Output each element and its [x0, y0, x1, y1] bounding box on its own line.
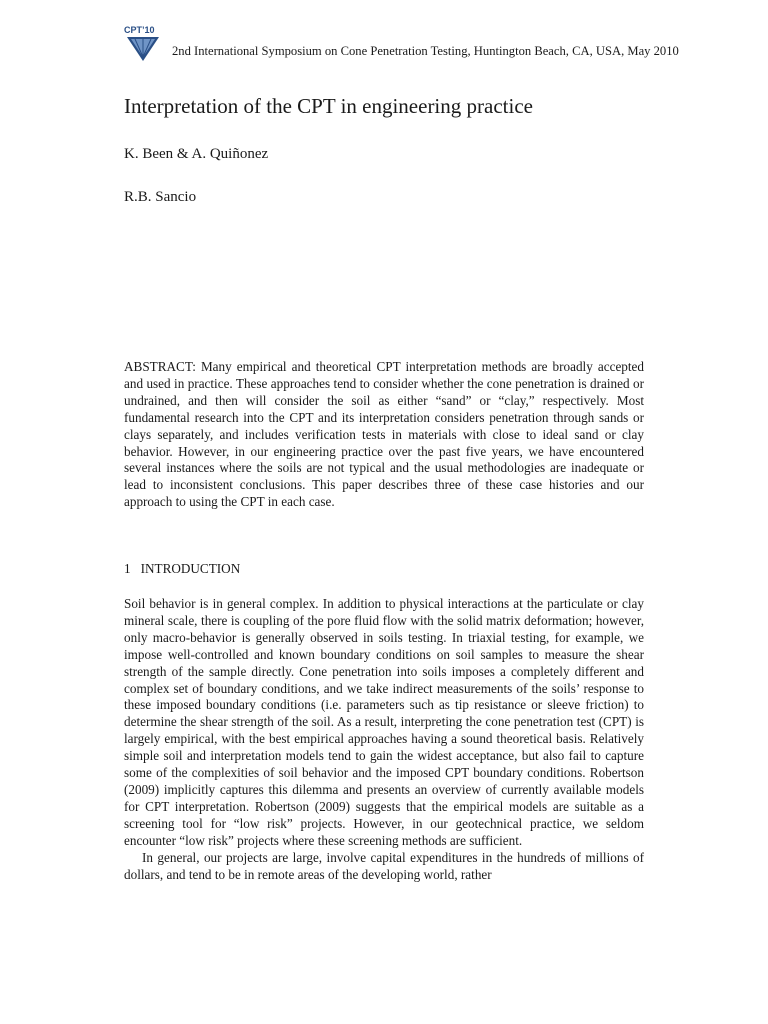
intro-paragraph-1: Soil behavior is in general complex. In addition to physical interactions at the particulate or clay mineral scale, there is coupling of the pore fluid flow with the solid matrix deformation; however, only macro-behavior is generally observed in soils testing. In triaxial testing, for example, we impose well-controlled and known boundary conditions on soil samples to measure the shear strength of the sample directly. Cone penetration into soils imposes a completely different and complex set of boundary conditions, and we take indirect measurements of the soils’ response to these imposed boundary conditions (i.e. parameters such as tip resistance or sleeve friction) to determine the shear strength of the soil. As a result, interpreting the cone penetration test (CPT) is largely empirical, with the best empirical approaches having a sound theoretical basis. Relatively simple soil and interpretation models tend to gain the widest acceptance, but also fail to capture some of the complexities of soil behavior and the imposed CPT boundary conditions. Robertson (2009) implicitly captures this dilemma and presents an overview of currently available models for CPT interpretation. Robertson (2009) suggests that the empirical models are suitable as a screening tool for “low risk” projects. However, in our geotechnical practice, we seldom encounter “low risk” projects where these screening methods are sufficient. — [124, 596, 644, 848]
intro-paragraph-2: In general, our projects are large, involve capital expenditures in the hundreds of millions of dollars, and tend to be in remote areas of the developing world, rather — [124, 849, 644, 882]
section-title: INTRODUCTION — [140, 561, 241, 576]
paper-title: Interpretation of the CPT in engineering practice — [124, 94, 533, 118]
authors-line-2: R.B. Sancio — [124, 189, 197, 205]
section-number: 1 — [124, 561, 131, 576]
cpt10-logo — [124, 25, 164, 65]
section-heading — [124, 561, 240, 577]
abstract: ABSTRACT: Many empirical and theoretical CPT interpretation methods are broadly accepted and used in practice. These approaches tend to consider whether the cone penetration is drained or undrained, and then will consider the soil as either “sand” or “clay,” respectively. Most fundamental research into the CPT and its interpretation considers penetration through sands or clays separately, and includes verification tests in materials with close to ideal sand or clay behavior. However, in our engineering practice over the past five years, we have encountered several instances where the soils are not typical and the usual methodologies are inadequate or lead to inconsistent conclusions. This paper describes three of these case histories and our approach to using the CPT in each case. — [124, 359, 644, 510]
authors-line-1: K. Been & A. Quiñonez — [124, 146, 269, 162]
introduction-body — [124, 596, 644, 883]
triangle-logo-icon — [126, 36, 160, 62]
logo-text: CPT’10 — [124, 25, 155, 35]
conference-header: 2nd International Symposium on Cone Penetration Testing, Huntington Beach, CA, USA, May 2010 — [172, 44, 679, 58]
